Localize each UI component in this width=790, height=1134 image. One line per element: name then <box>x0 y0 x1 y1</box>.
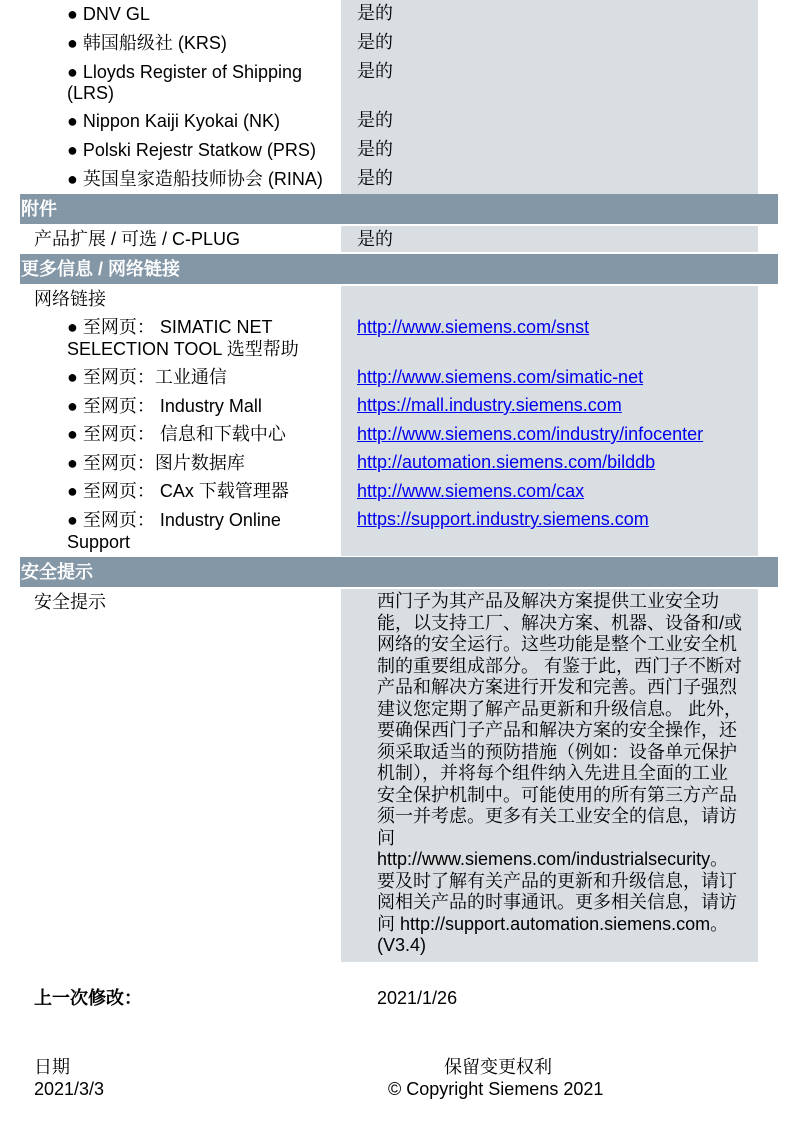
cert-value: 是的 <box>357 3 393 23</box>
footer-date-label: 日期 <box>34 1057 70 1077</box>
accessory-value: 是的 <box>357 229 393 249</box>
security-line: 网络的安全运行。这些功能是整个工业安全机 <box>377 634 737 654</box>
section-header-accessories <box>20 194 778 224</box>
cert-value: 是的 <box>357 110 393 130</box>
accessory-value-bg <box>341 226 758 252</box>
security-line: 问 http://support.automation.siemens.com。 <box>377 913 729 934</box>
security-line: 建议您定期了解产品更新和升级信息。 此外， <box>377 698 742 719</box>
security-line: 西门子为其产品及解决方案提供工业安全功 <box>377 591 719 611</box>
last-modified-label: 上一次修改： <box>34 988 142 1008</box>
link-simatic-net[interactable]: http://www.siemens.com/simatic-net <box>357 367 644 387</box>
link-industry-mall[interactable]: https://mall.industry.siemens.com <box>357 395 622 415</box>
cert-label: ● 英国皇家造船技师协会 (RINA) <box>67 169 323 189</box>
link-bilddb[interactable]: http://automation.siemens.com/bilddb <box>357 452 656 472</box>
footer-copyright: © Copyright Siemens 2021 <box>388 1079 604 1099</box>
cert-values-bg <box>341 0 758 196</box>
section-title: 附件 <box>21 199 57 219</box>
security-line: 制的重要组成部分。 有鉴于此，西门子不断对 <box>377 655 742 676</box>
security-line: 能，以支持工厂、解决方案、机器、设备和/或 <box>377 612 742 633</box>
security-line: 须采取适当的预防措施（例如：设备单元保护 <box>377 741 737 762</box>
links-value-bg <box>341 286 758 556</box>
link-label-cont: Support <box>67 532 131 552</box>
link-label: ● 至网页： Industry Mall <box>67 396 262 416</box>
link-label: ● 至网页： CAx 下载管理器 <box>67 481 289 501</box>
link-support[interactable]: https://support.industry.siemens.com <box>357 509 649 529</box>
cert-value: 是的 <box>357 32 393 52</box>
last-modified-value: 2021/1/26 <box>377 988 458 1008</box>
cert-value: 是的 <box>357 61 393 81</box>
section-title: 更多信息 / 网络链接 <box>21 259 181 279</box>
link-label: ● 至网页： 信息和下载中心 <box>67 424 286 444</box>
footer-date: 2021/3/3 <box>34 1079 105 1099</box>
accessory-label: 产品扩展 / 可选 / C-PLUG <box>34 229 241 249</box>
section-title: 安全提示 <box>21 562 93 582</box>
security-line: 须一并考虑。更多有关工业安全的信息，请访 <box>377 806 737 826</box>
section-header-security <box>20 557 778 587</box>
cert-label: ● 韩国船级社 (KRS) <box>67 33 227 53</box>
security-line: http://www.siemens.com/industrialsecurity。 <box>377 849 729 869</box>
link-label: ● 至网页：图片数据库 <box>67 453 245 473</box>
security-line: (V3.4) <box>377 935 427 955</box>
security-line: 机制），并将每个组件纳入先进且全面的工业 <box>377 763 728 783</box>
cert-label: ● Nippon Kaiji Kyokai (NK) <box>67 111 280 131</box>
footer-rights: 保留变更权利 <box>444 1057 552 1077</box>
cert-label-cont: (LRS) <box>67 83 115 103</box>
cert-label: ● Lloyds Register of Shipping <box>67 62 303 82</box>
security-line: 安全保护机制中。可能使用的所有第三方产品 <box>377 784 737 805</box>
cert-label: ● DNV GL <box>67 4 150 24</box>
security-line: 要确保西门子产品和解决方案的安全操作，还 <box>377 720 737 740</box>
link-snst[interactable]: http://www.siemens.com/snst <box>357 317 590 337</box>
link-label: ● 至网页： Industry Online <box>67 510 281 530</box>
link-label-cont: SELECTION TOOL 选型帮助 <box>67 339 299 359</box>
links-sublabel: 网络链接 <box>34 289 106 309</box>
link-cax[interactable]: http://www.siemens.com/cax <box>357 481 585 501</box>
security-line: 要及时了解有关产品的更新和升级信息，请订 <box>377 870 737 891</box>
security-line: 产品和解决方案进行开发和完善。西门子强烈 <box>377 677 737 697</box>
cert-value: 是的 <box>357 139 393 159</box>
link-infocenter[interactable]: http://www.siemens.com/industry/infocenter <box>357 424 704 444</box>
security-line: 问 <box>377 827 395 848</box>
security-label: 安全提示 <box>34 592 106 612</box>
section-header-more-info <box>20 254 778 284</box>
link-label: ● 至网页：工业通信 <box>67 367 227 387</box>
cert-value: 是的 <box>357 168 393 188</box>
security-notice-text <box>377 591 762 957</box>
cert-label: ● Polski Rejestr Statkow (PRS) <box>67 140 316 160</box>
link-label: ● 至网页： SIMATIC NET <box>67 317 273 337</box>
security-line: 阅相关产品的时事通讯。更多相关信息，请访 <box>377 892 737 912</box>
